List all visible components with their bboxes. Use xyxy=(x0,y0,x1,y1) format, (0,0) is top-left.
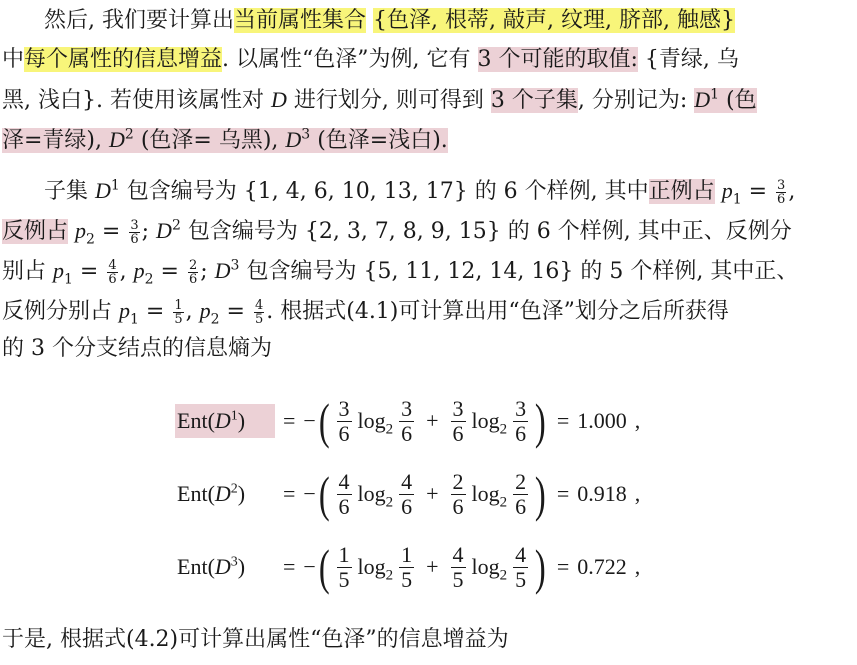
math-p: p xyxy=(53,258,64,283)
fraction-numerator: 3 xyxy=(777,177,786,193)
text-run: = xyxy=(153,259,186,284)
para2-line2 xyxy=(2,214,792,248)
math-sub: 2 xyxy=(144,271,154,288)
text-run: = xyxy=(94,219,128,244)
entropy-result: 1.000 xyxy=(577,408,627,433)
math-sub: 2 xyxy=(86,231,95,248)
math-p: p xyxy=(199,298,211,323)
text-run: 包含编号为 {1, 4, 6, 10, 13, 17} 的 6 个样例, 其中 xyxy=(119,179,649,204)
equation-lhs: $Ent(D^3)$ xyxy=(177,554,246,579)
equals-sign: = xyxy=(556,554,570,579)
text-run: 黑, 浅白}. 若使用该属性对 xyxy=(2,88,271,113)
log-operator: $\log_2$ xyxy=(357,554,394,584)
text-run: , xyxy=(119,259,134,284)
fraction: $\frac{3}{6}$ xyxy=(452,395,464,446)
fraction: $\frac{4}{6}$ xyxy=(401,468,413,519)
log-operator: $\log_2$ xyxy=(357,481,394,511)
log-operator: $\log_2$ xyxy=(471,408,508,438)
fraction: $\frac{3}{6}$ xyxy=(401,395,413,446)
text-run: . 根据式(4.1)可计算出用“色泽”划分之后所获得 xyxy=(266,299,729,324)
log-operator: $\log_2$ xyxy=(357,408,394,438)
text-run xyxy=(68,219,75,244)
text-run: 反例分别占 xyxy=(2,299,119,324)
left-paren: ( xyxy=(318,539,330,595)
math-D: D xyxy=(214,258,231,283)
text-run xyxy=(366,8,373,33)
fraction-denominator: 6 xyxy=(108,271,117,287)
highlight-three-values: 3 个可能的取值: xyxy=(477,47,638,72)
fraction-denominator: 6 xyxy=(777,191,786,207)
text-run: 包含编号为 {2, 3, 7, 8, 9, 15} 的 6 个样例, 其中正、反例分 xyxy=(180,219,792,244)
fraction xyxy=(173,299,183,326)
plus-sign: + xyxy=(426,481,439,506)
text-run: . 以属性“色泽”为例, 它有 xyxy=(222,47,478,72)
math-sub: 1 xyxy=(64,271,73,288)
math-sup: 2 xyxy=(124,126,134,143)
plus-sign: + xyxy=(426,408,439,433)
para2-line1 xyxy=(44,174,795,208)
fraction-numerator: 4 xyxy=(108,257,117,273)
math-sub: 1 xyxy=(130,311,139,328)
fraction-denominator: 5 xyxy=(174,311,183,327)
para1-line1 xyxy=(44,4,735,38)
highlight-current-attribute-set: 当前属性集合 xyxy=(234,8,367,33)
para3-line1 xyxy=(2,623,509,657)
text-run: ; xyxy=(200,259,215,284)
fraction xyxy=(107,259,117,286)
minus-sign: − xyxy=(303,408,316,433)
fraction: $\frac{2}{6}$ xyxy=(452,468,464,519)
equation-lhs: $Ent(D^1)$ xyxy=(175,404,275,438)
fraction: $\frac{4}{5}$ xyxy=(452,541,464,592)
fraction xyxy=(129,219,139,246)
text-run: , xyxy=(788,179,796,204)
text-run: 泽=青绿), xyxy=(2,128,110,153)
entropy-equation-d1 xyxy=(175,390,640,452)
fraction: $\frac{1}{5}$ xyxy=(338,541,350,592)
fraction-denominator: 5 xyxy=(254,311,264,327)
text-run: = xyxy=(138,299,172,324)
math-sub: 1 xyxy=(732,191,742,208)
fraction-denominator: 6 xyxy=(130,231,139,247)
math-p: p xyxy=(75,218,87,243)
text-run: 子集 xyxy=(44,179,95,204)
text-run: , xyxy=(185,299,200,324)
text-run: (色泽=浅白). xyxy=(310,128,448,153)
highlight-negative-ratio: 反例占 xyxy=(2,219,69,244)
fraction xyxy=(254,299,264,326)
math-D: D xyxy=(95,178,111,203)
highlight-info-gain: 每个属性的信息增益 xyxy=(24,47,223,72)
fraction xyxy=(188,259,198,286)
plus-sign: + xyxy=(426,554,439,579)
fraction: $\frac{4}{5}$ xyxy=(515,541,527,592)
text-run: 然后, 我们要计算出 xyxy=(44,8,234,33)
text-run: , 分别记为: xyxy=(577,88,695,113)
math-sup: 1 xyxy=(710,86,720,103)
text-run: = xyxy=(219,299,252,324)
equals-sign: = xyxy=(556,481,570,506)
comma: , xyxy=(634,554,641,579)
log-operator: $\log_2$ xyxy=(471,481,508,511)
math-sup: 3 xyxy=(230,257,240,274)
text-run: = xyxy=(741,179,775,204)
text-run: (色泽= 乌黑), xyxy=(133,128,286,153)
comma: , xyxy=(634,408,641,433)
math-p: p xyxy=(721,178,733,203)
text-run: 的 3 个分支结点的信息熵为 xyxy=(2,336,272,361)
equals-sign: = xyxy=(283,481,296,506)
text-run: 于是, 根据式(4.2)可计算出属性“色泽”的信息增益为 xyxy=(2,627,509,652)
entropy-result: 0.722 xyxy=(577,554,627,579)
math-D: D xyxy=(285,127,302,152)
math-sup: 3 xyxy=(301,126,311,143)
comma: , xyxy=(634,481,641,506)
math-D: D xyxy=(694,87,711,112)
equals-sign: = xyxy=(556,408,570,433)
highlight-d1-start xyxy=(694,88,756,113)
minus-sign: − xyxy=(303,554,316,579)
fraction-numerator: 2 xyxy=(188,257,198,273)
fraction xyxy=(776,179,786,206)
text-run: (色 xyxy=(719,88,757,113)
math-p: p xyxy=(119,298,130,323)
entropy-result: 0.918 xyxy=(577,481,627,506)
fraction-numerator: 4 xyxy=(254,297,264,313)
fraction: $\frac{2}{6}$ xyxy=(515,468,527,519)
entropy-equation-d3 xyxy=(175,536,640,598)
left-paren: ( xyxy=(318,466,330,522)
fraction: $\frac{4}{6}$ xyxy=(338,468,350,519)
text-run: ; xyxy=(141,219,157,244)
para2-line4 xyxy=(2,294,729,328)
text-run: 包含编号为 {5, 11, 12, 14, 16} 的 5 个样例, 其中正、 xyxy=(239,259,799,284)
math-p: p xyxy=(133,258,145,283)
text-run: 中 xyxy=(2,47,25,72)
math-sup: 2 xyxy=(171,217,181,234)
fraction-numerator: 3 xyxy=(130,217,139,233)
para1-line2 xyxy=(2,43,739,77)
para2-line5 xyxy=(2,332,272,366)
highlight-attribute-list: {色泽, 根蒂, 敲声, 纹理, 脐部, 触感} xyxy=(373,8,735,33)
equals-sign: = xyxy=(283,554,296,579)
equals-sign: = xyxy=(283,408,296,433)
right-paren: ) xyxy=(535,393,546,449)
text-run: = xyxy=(72,259,106,284)
math-D: D xyxy=(270,87,287,112)
text-run: 进行划分, 则可得到 xyxy=(286,88,491,113)
fraction: $\frac{1}{5}$ xyxy=(401,541,413,592)
fraction: $\frac{3}{6}$ xyxy=(338,395,350,446)
highlight-subset-definitions xyxy=(2,128,448,153)
fraction-denominator: 6 xyxy=(188,271,198,287)
fraction-numerator: 1 xyxy=(174,297,183,313)
para1-line4 xyxy=(2,123,448,157)
entropy-equation-d2 xyxy=(175,463,640,525)
text-run: 别占 xyxy=(2,259,53,284)
math-D: D xyxy=(156,218,172,243)
fraction: $\frac{3}{6}$ xyxy=(515,395,527,446)
text-run: {青绿, 乌 xyxy=(637,47,739,72)
math-D: D xyxy=(109,127,125,152)
math-sup: 1 xyxy=(110,177,120,194)
math-sub: 2 xyxy=(210,311,220,328)
para2-line3 xyxy=(2,254,798,288)
right-paren: ) xyxy=(535,466,546,522)
text-run xyxy=(715,179,722,204)
highlight-three-subsets: 3 个子集 xyxy=(490,88,578,113)
highlight-positive-ratio: 正例占 xyxy=(648,179,715,204)
log-operator: $\log_2$ xyxy=(471,554,508,584)
right-paren: ) xyxy=(535,539,546,595)
minus-sign: − xyxy=(303,481,316,506)
left-paren: ( xyxy=(318,393,330,449)
para1-line3 xyxy=(2,83,757,117)
equation-lhs: $Ent(D^2)$ xyxy=(177,481,246,506)
